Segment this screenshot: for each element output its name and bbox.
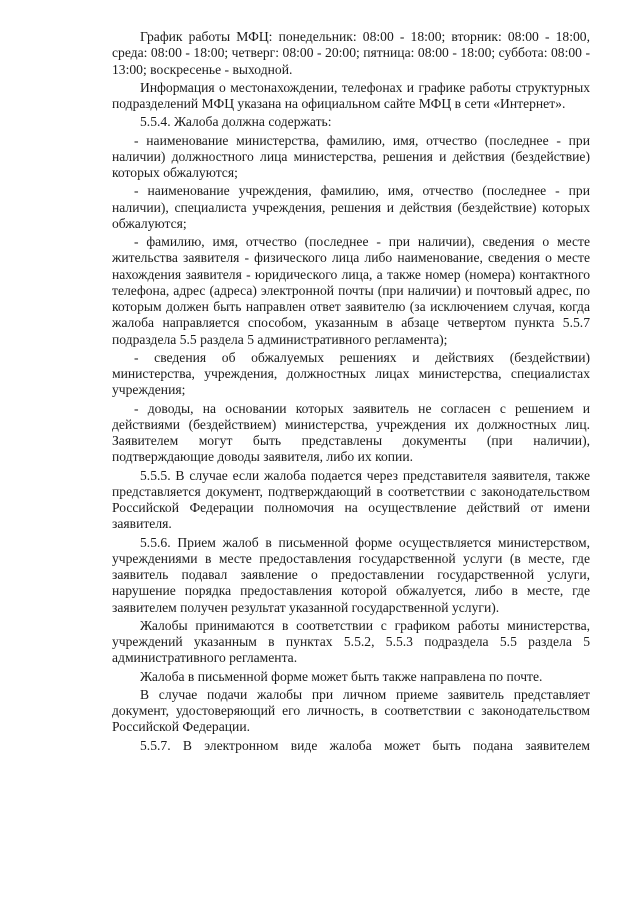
list-item-institution: - наименование учреждения, фамилию, имя, отчество (последнее - при наличии), специалиста учреждения, решения и действия (бездействие) которых обжалуются; [112, 183, 590, 231]
list-item-decisions: - сведения об обжалуемых решениях и действиях (бездействии) министерства, учреждения, должностных лицах министерства, специалистах учреждения; [112, 349, 590, 398]
document-body [112, 29, 590, 756]
paragraph-mfc-info: Информация о местонахождении, телефонах и графике работы структурных подразделений МФЦ указана на официальном сайте МФЦ в сети «Интернет». [112, 79, 590, 111]
paragraph-5-5-5: 5.5.5. В случае если жалоба подается через представителя заявителя, также представляется документ, подтверждающий в соответствии с законодательством Российской Федерации полномочия на осуществление действий от имени заявителя. [112, 467, 590, 532]
list-item-ministry: - наименование министерства, фамилию, имя, отчество (последнее - при наличии) должностного лица министерства, решения и действия (бездействие) которых обжалуются; [112, 132, 590, 180]
paragraph-personal-reception: В случае подачи жалобы при личном приеме заявитель представляет документ, удостоверяющий его личность, в соответствии с законодательством Российской Федерации. [112, 686, 590, 735]
paragraph-mfc-schedule: График работы МФЦ: понедельник: 08:00 - 18:00; вторник: 08:00 - 18:00, среда: 08:00 - 18:00; четверг: 08:00 - 20:00; пятница: 08:00 - 18:00; суббота: 08:00 - 13:00; воскресенье - выходной. [112, 29, 590, 77]
paragraph-by-mail: Жалоба в письменной форме может быть также направлена по почте. [140, 668, 543, 684]
paragraph-5-5-7: 5.5.7. В электронном виде жалоба может быть подана заявителем [140, 737, 590, 753]
list-item-arguments: - доводы, на основании которых заявитель не согласен с решением и действиями (бездействием) министерства, учреждения их должностных лиц. Заявителем могут быть представлены документы (при наличии), подтверждающие доводы заявителя, либо их копии. [112, 400, 590, 465]
list-item-applicant-details: - фамилию, имя, отчество (последнее - при наличии), сведения о месте жительства заявителя - физического лица либо наименование, сведения о месте нахождения заявителя - юридического лица, а также номер (номера) контактного телефона, адрес (адреса) электронной почты (при наличии) и почтовый адрес, по которым должен быть направлен ответ заявителю (за исключением случая, когда жалоба направляется способом, указанным в абзаце четвертом пункта 5.5.7 подраздела 5.5 раздела 5 административного регламента); [112, 234, 590, 347]
paragraph-5-5-6: 5.5.6. Прием жалоб в письменной форме осуществляется министерством, учреждениями в месте предоставления государственной услуги (в месте, где заявитель подавал заявление о предоставлении государственной услуги, нарушение порядка предоставления которой обжалуется, либо в месте, где заявителем получен результат указанной государственной услуги). [112, 534, 590, 615]
paragraph-5-5-4-heading: 5.5.4. Жалоба должна содержать: [140, 114, 332, 130]
paragraph-schedule-acceptance: Жалобы принимаются в соответствии с графиком работы министерства, учреждений указанным в пунктах 5.5.2, 5.5.3 подраздела 5.5 раздела 5 административного регламента. [112, 617, 590, 666]
